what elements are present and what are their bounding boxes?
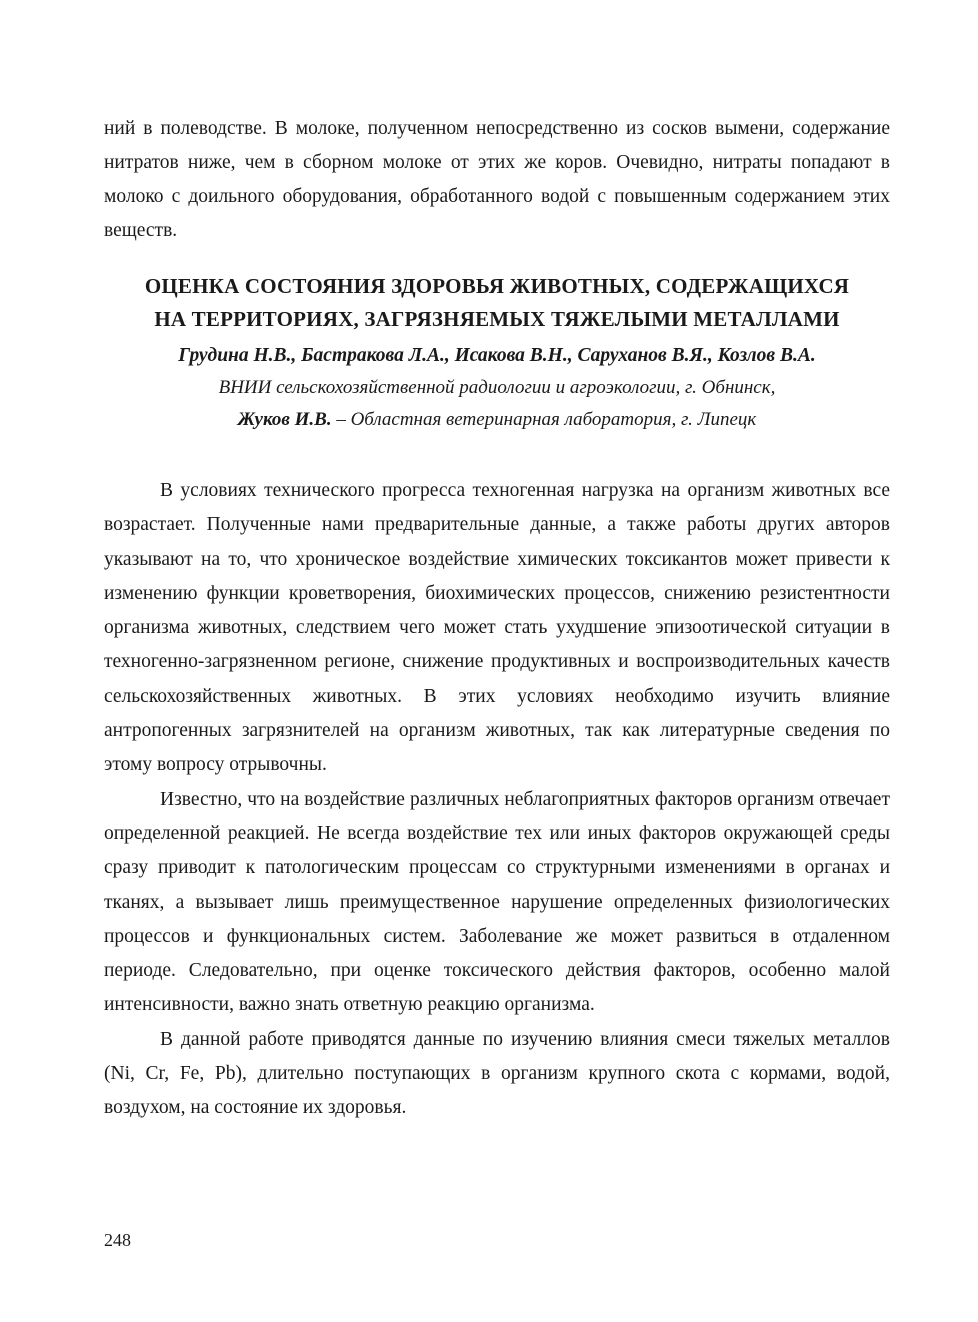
body-paragraph-3: В данной работе приводятся данные по изучению влияния смеси тяжелых металлов (Ni, Cr, Fe, Pb), длительно поступающих в организм крупного скота с кормами, водой, воздухом, на состояние их здоровья.: [104, 1028, 890, 1119]
body-paragraph-2: Известно, что на воздействие различных неблагоприятных факторов организм отвечает определенной реакцией. Не всегда воздействие тех или иных факторов окружающей среды сразу приводит к патологическим процессам со структурными изменениями в органах и тканях, а вызывает лишь преимущественное нарушение определенных физиологических процессов и функциональных систем. Заболевание же может развиться в отдаленном периоде. Следовательно, при оценке токсического действия факторов, особенно малой интенсивности, важно знать ответную реакцию организма.: [104, 788, 890, 1016]
affiliation-2-text: – Областная ветеринарная лаборатория, г. Липецк: [331, 409, 757, 430]
title-line-2: НА ТЕРРИТОРИЯХ, ЗАГРЯЗНЯЕМЫХ ТЯЖЕЛЫМИ МЕТАЛЛАМИ: [154, 307, 840, 331]
affiliation-2: [104, 404, 890, 436]
affiliation-2-author: Жуков И.В.: [237, 409, 332, 430]
title-line-1: ОЦЕНКА СОСТОЯНИЯ ЗДОРОВЬЯ ЖИВОТНЫХ, СОДЕРЖАЩИХСЯ: [144, 274, 850, 298]
body-paragraph-1: В условиях технического прогресса техногенная нагрузка на организм животных все возрастает. Полученные нами предварительные данные, а также работы других авторов указывают на то, что хроническое воздействие химических токсикантов может привести к изменению функции кроветворения, биохимических процессов, снижению резистентности организма животных, следствием чего может стать ухудшение эпизоотической ситуации в техногенно-загрязненном регионе, снижение продуктивных и воспроизводительных качеств сельскохозяйственных животных. В этих условиях необходимо изучить влияние антропогенных загрязнителей на организм животных, так как литературные сведения по этому вопросу отрывочны.: [104, 480, 890, 776]
article-title: [104, 270, 890, 336]
article-body: [104, 474, 890, 1126]
intro-paragraph: ний в полеводстве. В молоке, полученном непосредственно из сосков вымени, содержание нитратов ниже, чем в сборном молоке от этих же коров. Очевидно, нитраты попадают в молоко с доильного оборудования, обработанного водой с повышенным содержанием этих веществ.: [104, 118, 890, 241]
authors-line: Грудина Н.В., Бастракова Л.А., Исакова В.Н., Саруханов В.Я., Козлов В.А.: [178, 345, 816, 366]
page-number: 248: [104, 1230, 131, 1250]
affiliation-1: ВНИИ сельскохозяйственной радиологии и агроэкологии, г. Обнинск,: [218, 377, 776, 398]
